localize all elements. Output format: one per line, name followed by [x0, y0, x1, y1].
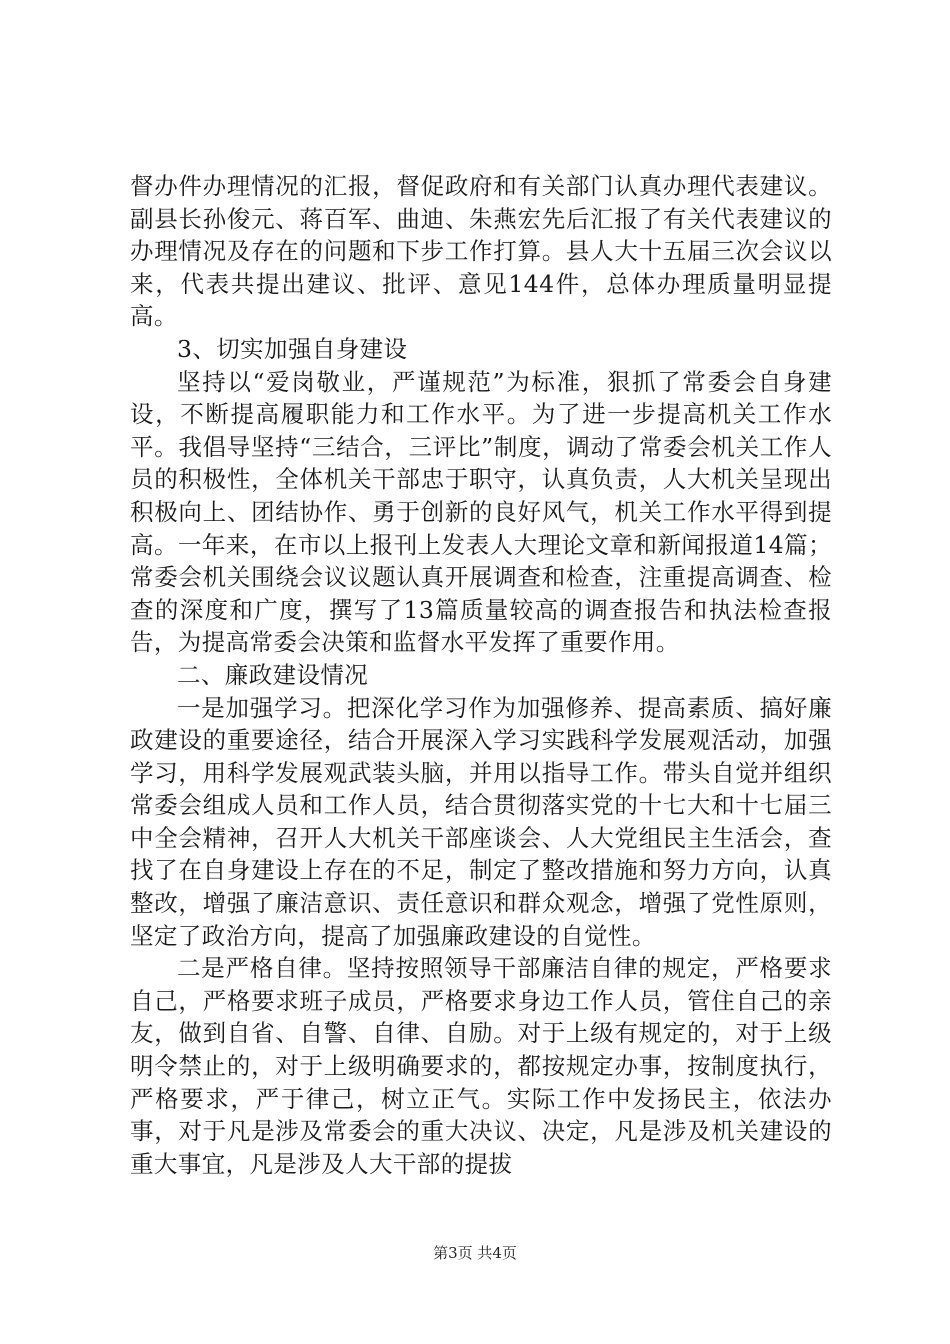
page-number-footer: 第3页 共4页	[433, 1244, 517, 1262]
section-heading-self-building: 3、切实加强自身建设	[177, 334, 408, 363]
paragraph-self-discipline: 二是严格自律。坚持按照领导干部廉洁自律的规定，严格要求自己，严格要求班子成员，严格要求身边工作人员，管住自己的亲友，做到自省、自警、自律、自励。对于上级有规定的，对于上级明令禁止的，对于上级明确要求的，都按规定办事，按制度执行，严格要求，严于律己，树立正气。实际工作中发扬民主，依法办事，对于凡是涉及常委会的重大决议、决定，凡是涉及机关建设的重大事宜，凡是涉及人大干部的提拔	[130, 954, 832, 1178]
paragraph-study: 一是加强学习。把深化学习作为加强修养、提高素质、搞好廉政建设的重要途径，结合开展深入学习实践科学发展观活动，加强学习，用科学发展观武装头脑，并用以指导工作。带头自觉并组织常委会组成人员和工作人员，结合贯彻落实党的十七大和十七届三中全会精神，召开人大机关干部座谈会、人大党组民主生活会，查找了在自身建设上存在的不足，制定了整改措施和努力方向，认真整改，增强了廉洁意识、责任意识和群众观念，增强了党性原则，坚定了政治方向，提高了加强廉政建设的自觉性。	[130, 693, 832, 950]
document-body	[130, 170, 832, 1180]
section-heading-integrity: 二、廉政建设情况	[177, 660, 369, 689]
paragraph-self-building: 坚持以“爱岗敬业，严谨规范”为标准，狠抓了常委会自身建设，不断提高履职能力和工作水平。为了进一步提高机关工作水平。我倡导坚持“三结合，三评比”制度，调动了常委会机关工作人员的积极性，全体机关干部忠于职守，认真负责，人大机关呈现出积极向上、团结协作、勇于创新的良好风气，机关工作水平得到提高。一年来，在市以上报刊上发表人大理论文章和新闻报道14篇；常委会机关围绕会议议题认真开展调查和检查，注重提高调查、检查的深度和广度，撰写了13篇质量较高的调查报告和执法检查报告，为提高常委会决策和监督水平发挥了重要作用。	[130, 367, 832, 657]
paragraph-continued: 督办件办理情况的汇报，督促政府和有关部门认真办理代表建议。副县长孙俊元、蒋百军、曲迪、朱燕宏先后汇报了有关代表建议的办理情况及存在的问题和下步工作打算。县人大十五届三次会议以来，代表共提出建议、批评、意见144件，总体办理质量明显提高。	[130, 172, 832, 331]
